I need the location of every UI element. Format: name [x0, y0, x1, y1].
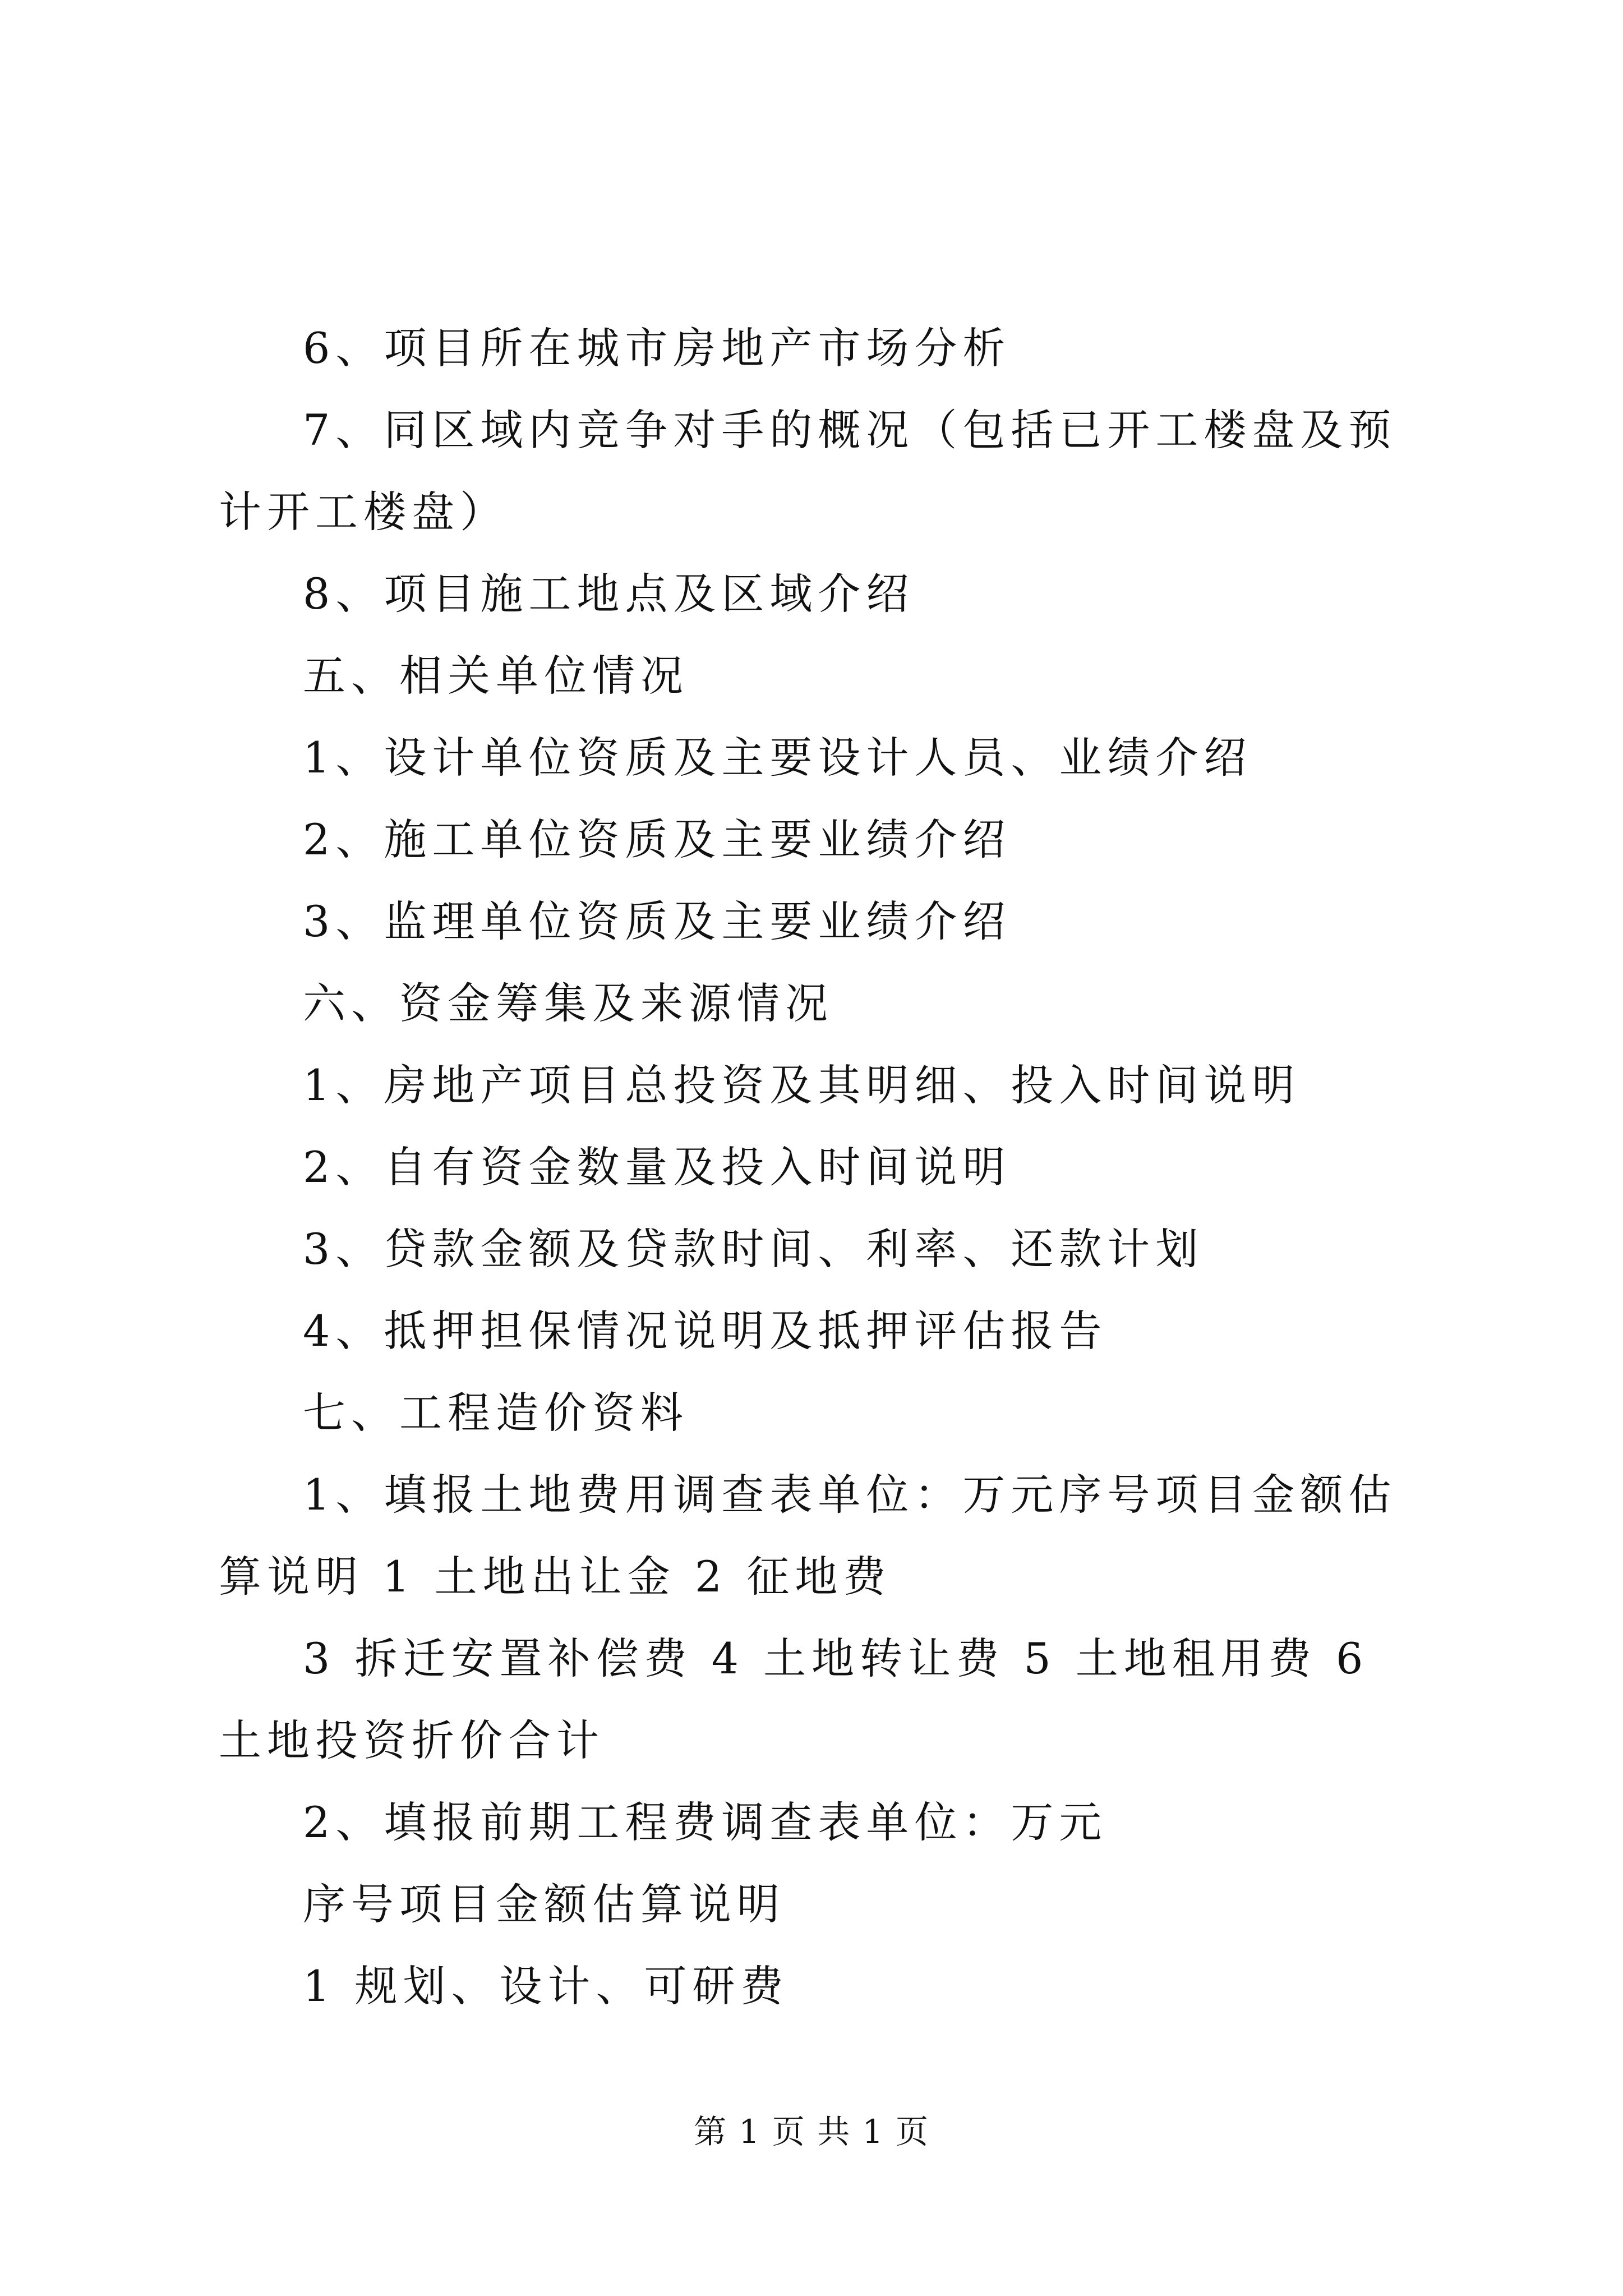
paragraph: 4、抵押担保情况说明及抵押评估报告 [303, 1306, 1108, 1356]
paragraph: 8、项目施工地点及区域介绍 [303, 569, 915, 619]
paragraph: 6、项目所在城市房地产市场分析 [303, 323, 1011, 373]
paragraph: 1 规划、设计、可研费 [303, 1961, 789, 2011]
paragraph: 3 拆迁安置补偿费 4 土地转让费 5 土地租用费 6 土地投资折价合计 [219, 1634, 1369, 1765]
paragraph: 1、设计单位资质及主要设计人员、业绩介绍 [303, 733, 1252, 783]
paragraph: 2、自有资金数量及投入时间说明 [303, 1142, 1011, 1192]
paragraph: 1、房地产项目总投资及其明细、投入时间说明 [303, 1060, 1301, 1110]
paragraph: 3、监理单位资质及主要业绩介绍 [303, 896, 1011, 946]
paragraph: 2、填报前期工程费调查表单位：万元 [303, 1797, 1108, 1847]
paragraph: 7、同区域内竞争对手的概况（包括已开工楼盘及预计开工楼盘） [219, 405, 1397, 537]
document-body [219, 307, 1424, 2027]
paragraph: 2、施工单位资质及主要业绩介绍 [303, 815, 1011, 864]
page-number-footer: 第 1 页 共 1 页 [694, 2113, 929, 2151]
paragraph: 3、贷款金额及贷款时间、利率、还款计划 [303, 1224, 1204, 1274]
section-heading: 五、相关单位情况 [303, 651, 689, 701]
section-heading: 六、资金筹集及来源情况 [303, 978, 833, 1028]
paragraph: 1、填报土地费用调查表单位：万元序号项目金额估算说明 1 土地出让金 2 征地费 [219, 1470, 1397, 1602]
section-heading: 七、工程造价资料 [303, 1388, 689, 1438]
paragraph: 序号项目金额估算说明 [303, 1879, 785, 1929]
